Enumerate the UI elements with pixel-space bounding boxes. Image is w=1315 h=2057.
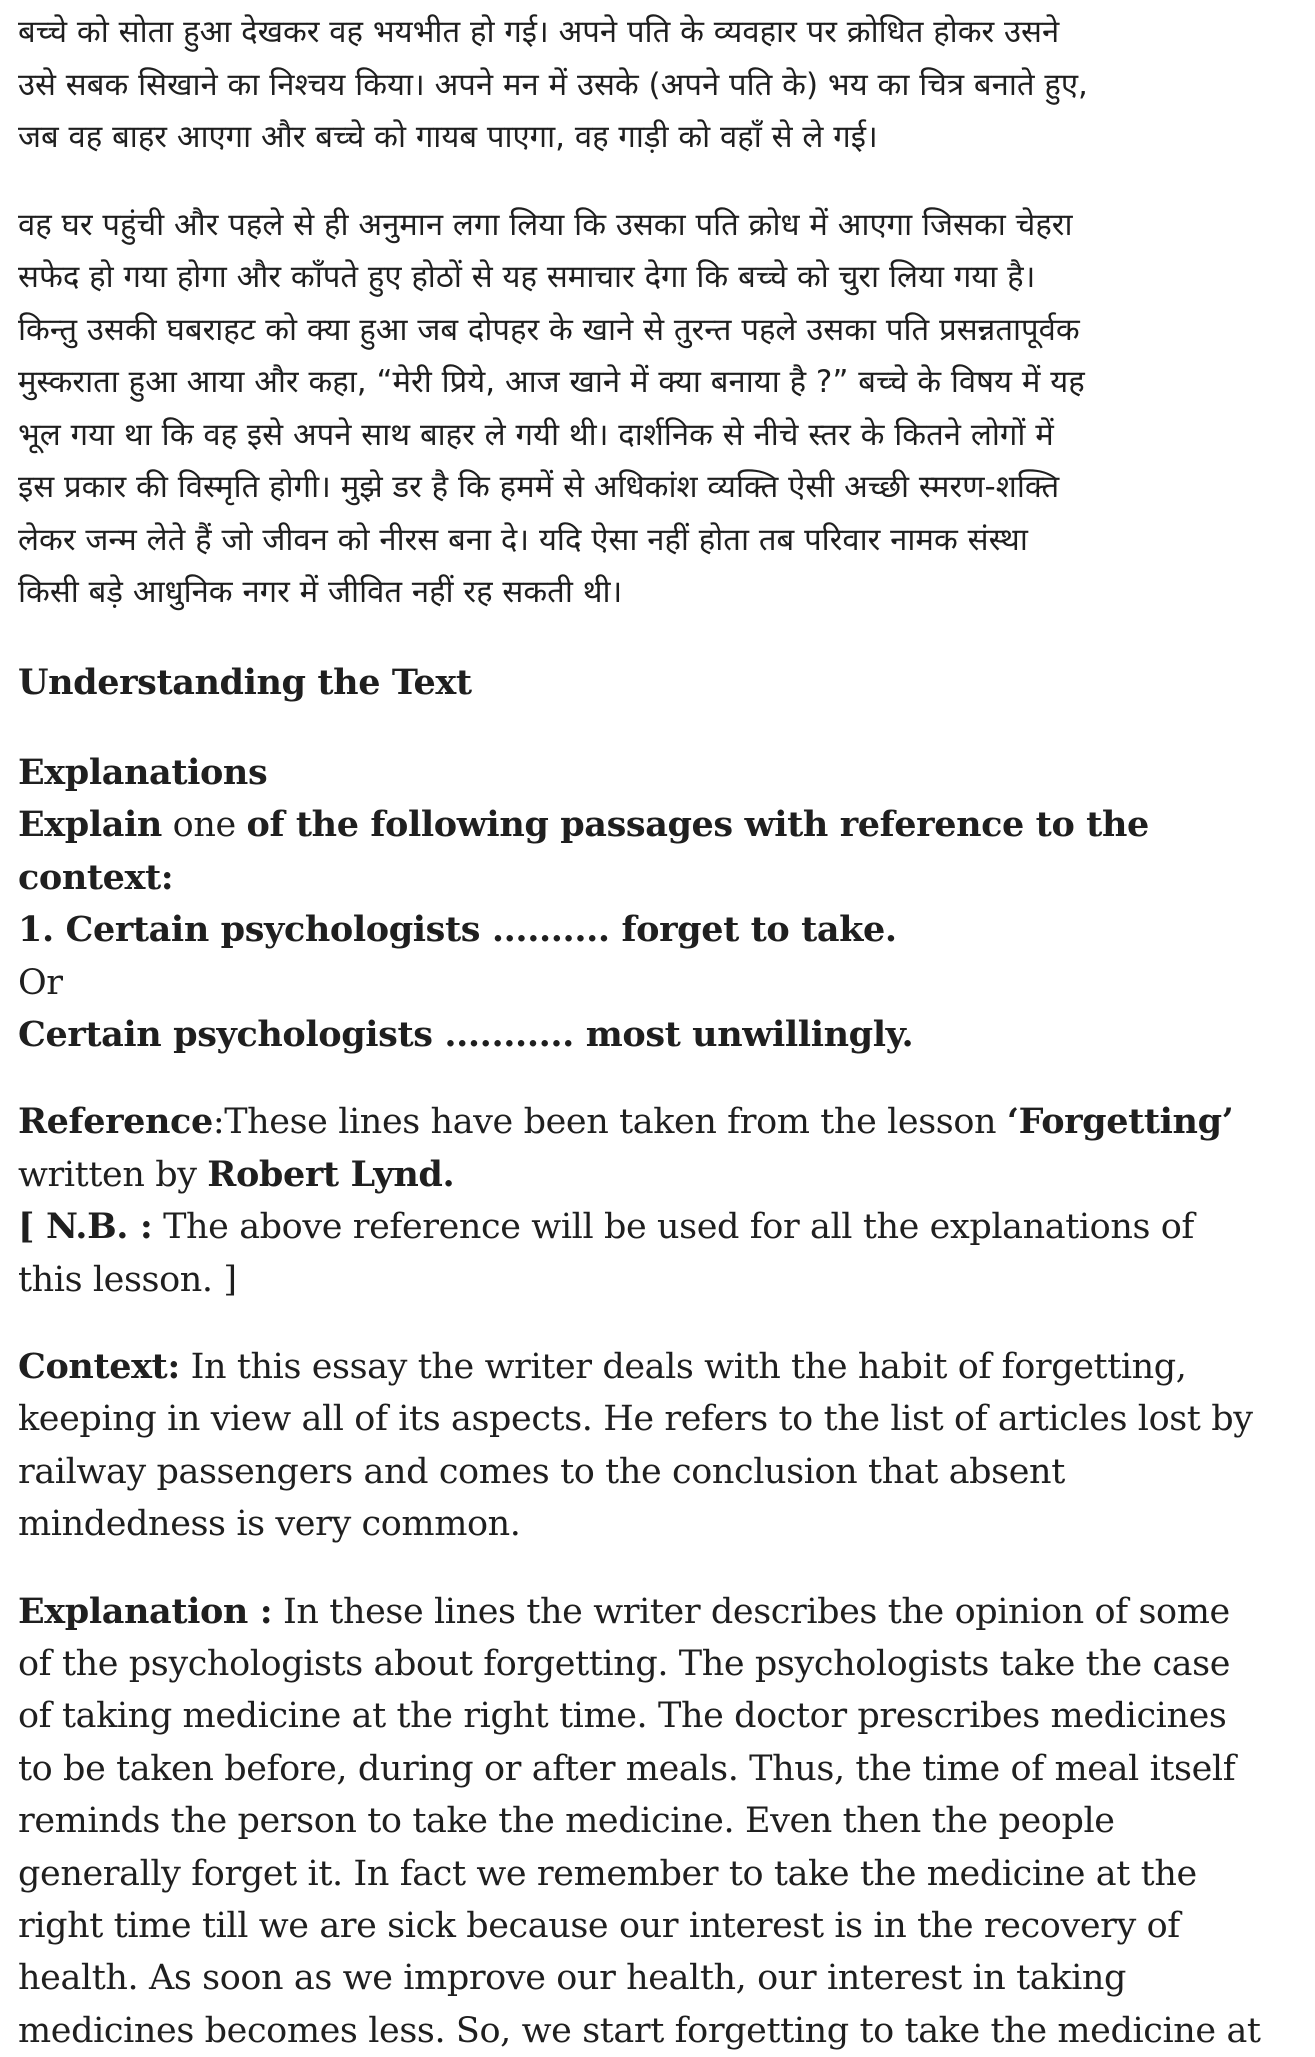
- hindi-line: जब वह बाहर आएगा और बच्चे को गायब पाएगा, वह गाड़ी को वहाँ से ले गई।: [18, 119, 878, 155]
- hindi-line: भूल गया था कि वह इसे अपने साथ बाहर ले गयी थी। दार्शनिक से नीचे स्तर के कितने लोगों में: [18, 416, 1054, 453]
- explanation-block: [18, 1586, 1298, 2057]
- explanation-line: of taking medicine at the right time. The doctor prescribes medicines: [18, 1696, 1227, 1737]
- explanation-text: In these lines the writer describes the opinion of some: [272, 1591, 1230, 1632]
- heading-text: Understanding the Text: [18, 661, 472, 703]
- hindi-line: उसे सबक सिखाने का निश्चय किया। अपने मन में उसके (अपने पति के) भय का चित्र बनाते हुए,: [18, 66, 1088, 103]
- context-block: [18, 1341, 1298, 1551]
- explanation-line: right time till we are sick because our interest is in the recovery of: [18, 1906, 1180, 1947]
- hindi-line: सफेद हो गया होगा और काँपते हुए होठों से यह समाचार देगा कि बच्चे को चुरा लिया गया है।: [18, 259, 1036, 295]
- nb-line-1: [18, 1201, 1298, 1253]
- hindi-line: लेकर जन्म लेते हैं जो जीवन को नीरस बना दे। यदि ऐसा नहीं होता तब परिवार नामक संस्था: [18, 521, 1028, 558]
- explanation-line: health. As soon as we improve our health, our interest in taking: [18, 1958, 1127, 1999]
- reference-line-1: [18, 1096, 1298, 1148]
- explanation-label: Explanation :: [18, 1590, 273, 1632]
- hindi-paragraph-2: [18, 199, 1298, 619]
- reference-author: Robert Lynd.: [207, 1153, 455, 1195]
- instruction-rest: of the following passages with reference to the: [246, 804, 1149, 846]
- hindi-line: मुस्कराता हुआ आया और कहा, “मेरी प्रिये, आज खाने में क्या बनाया है ?” बच्चे के विषय में यह: [18, 364, 1085, 400]
- section-heading-understanding: [18, 657, 1298, 709]
- explanation-line: reminds the person to take the medicine. Even then the people: [18, 1801, 1115, 1842]
- reference-lesson: ‘Forgetting’: [1006, 1101, 1234, 1143]
- hindi-line: किसी बड़े आधुनिक नगर में जीवित नहीं रह सकती थी।: [18, 574, 623, 610]
- instruction-explain: Explain: [18, 804, 162, 846]
- explanation-line: to be taken before, during or after meals. Thus, the time of meal itself: [18, 1748, 1236, 1789]
- reference-text: :These lines have been taken from the lesson: [212, 1102, 1007, 1143]
- context-line-2: keeping in view all of its aspects. He refers to the list of articles lost by: [18, 1399, 1253, 1440]
- reference-block: [18, 1096, 1298, 1306]
- context-line-4: mindedness is very common.: [18, 1504, 521, 1545]
- document-page: [18, 6, 1298, 2057]
- explanation-line-1: [18, 1586, 1298, 1638]
- context-text: In this essay the writer deals with the habit of forgetting,: [179, 1346, 1187, 1387]
- nb-line-2: this lesson. ]: [18, 1259, 237, 1300]
- hindi-line: वह घर पहुंची और पहले से ही अनुमान लगा लिया कि उसका पति क्रोध में आएगा जिसका चेहरा: [18, 206, 1073, 243]
- passage-2: Certain psychologists ........... most unwillingly.: [18, 1013, 914, 1055]
- nb-text: The above reference will be used for all the explanations of: [152, 1207, 1194, 1248]
- hindi-line: किन्तु उसकी घबराहट को क्या हुआ जब दोपहर के खाने से तुरन्त पहले उसका पति प्रसन्नतापूर्वक: [18, 311, 1080, 348]
- explanation-line: generally forget it. In fact we remember to take the medicine at the: [18, 1853, 1197, 1894]
- heading-explanations: Explanations: [18, 751, 268, 793]
- context-label: Context:: [18, 1345, 180, 1387]
- reference-written-by: written by: [18, 1154, 208, 1195]
- explanations-block: [18, 747, 1298, 1061]
- explanation-line: of the psychologists about forgetting. The psychologists take the case: [18, 1644, 1231, 1684]
- instruction-line-1: [18, 799, 1298, 851]
- reference-label: Reference: [18, 1101, 213, 1143]
- context-line-1: [18, 1341, 1298, 1393]
- context-line-3: railway passengers and comes to the conclusion that absent: [18, 1451, 1065, 1492]
- explanation-line: medicines becomes less. So, we start forgetting to take the medicine at: [18, 2010, 1261, 2051]
- instruction-one: one: [161, 805, 247, 846]
- or-text: Or: [18, 962, 63, 1003]
- hindi-paragraph-1: [18, 6, 1298, 164]
- reference-line-2: [18, 1149, 1298, 1201]
- hindi-line: बच्चे को सोता हुआ देखकर वह भयभीत हो गई। अपने पति के व्यवहार पर क्रोधित होकर उसने: [18, 14, 1060, 50]
- instruction-line-2: context:: [18, 856, 174, 898]
- passage-1: 1. Certain psychologists .......... forget to take.: [18, 909, 897, 951]
- nb-label: [ N.B. :: [18, 1206, 153, 1248]
- hindi-line: इस प्रकार की विस्मृति होगी। मुझे डर है कि हममें से अधिकांश व्यक्ति ऐसी अच्छी स्मरण-शक्ति: [18, 469, 1060, 505]
